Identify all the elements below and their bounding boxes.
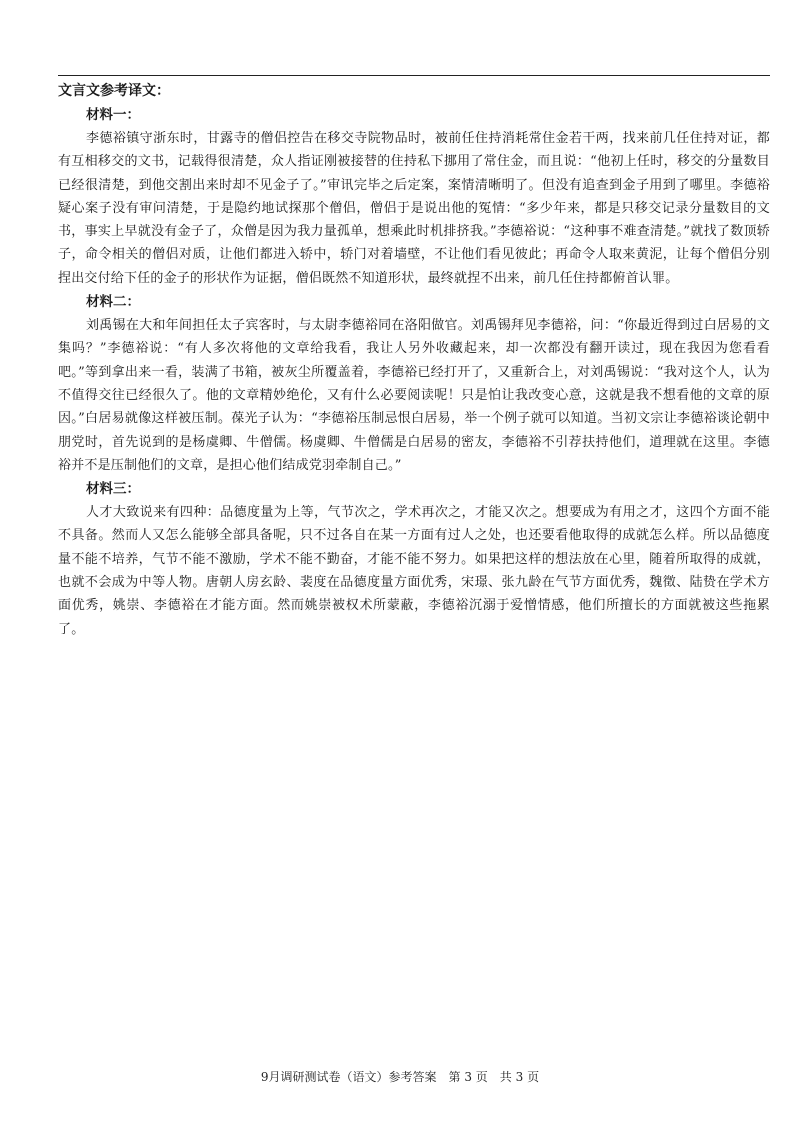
document-heading: 文言文参考译文： xyxy=(58,83,170,99)
section-text-1: 李德裕镇守浙东时，甘露寺的僧侣控告在移交寺院物品时，被前任住持消耗常住金若干两，找来前几任住持对证，都有互相移交的文书，记载得很清楚，众人指证刚被接替的住持私下挪用了常住金，而且说：“他初上任时，移交的分量数目已经很清楚，到他交割出来时却不见金子了。”审讯完毕之后定案，案情清晰明了。但没有追查到金子用到了哪里。李德裕疑心案子没有审问清楚，于是隐约地试探那个僧侣，僧侣于是说出他的冤情：“多少年来，都是只移交记录分量数目的文书，事实上早就没有金子了，众僧是因为我力量孤单，想乘此时机排挤我。”李德裕说：“这种事不难查清楚。”就找了数顶轿子，命令相关的僧侣对质，让他们都进入轿中，轿门对着墙壁，不让他们看见彼此；再命令人取来黄泥，让每个僧侣分别捏出交付给下任的金子的形状作为证据，僧侣既然不知道形状，最终就捏不出来，前几任住持都俯首认罪。 xyxy=(58,131,770,286)
top-rule xyxy=(58,75,770,76)
section-text-3: 人才大致说来有四种：品德度量为上等，气节次之，学术再次之，才能又次之。想要成为有用之才，这四个方面不能不具备。然而人又怎么能够全部具备呢，只不过各自在某一方面有过人之处，也还要看他取得的成就怎么样。所以品德度量不能不培养，气节不能不激励，学术不能不勤奋，才能不能不努力。如果把这样的想法放在心里，随着所取得的成就，也就不会成为中等人物。唐朝人房玄龄、裴度在品德度量方面优秀，宋璟、张九龄在气节方面优秀，魏徵、陆贽在学术方面优秀，姚崇、李德裕在才能方面。然而姚崇被权术所蒙蔽，李德裕沉溺于爱憎情感，他们所擅长的方面就被这些拖累了。 xyxy=(58,505,770,637)
document-body xyxy=(58,80,770,642)
page-footer: 9月调研测试卷（语文）参考答案 第 3 页 共 3 页 xyxy=(260,1070,540,1084)
section-title-2: 材料二： xyxy=(86,294,140,311)
section-text-2: 刘禹锡在大和年间担任太子宾客时，与太尉李德裕同在洛阳做官。刘禹锡拜见李德裕，问：“你最近得到过白居易的文集吗？”李德裕说：“有人多次将他的文章给我看，我让人另外收藏起来，却一次都没有翻开读过，现在我因为您看看吧。”等到拿出来一看，装满了书箱，被灰尘所覆盖着，李德裕已经打开了，又重新合上，对刘禹锡说：“我对这个人，认为不值得交往已经很久了。他的文章精妙绝伦，又有什么必要阅读呢！只是怕让我改变心意，这就是我不想看他的文章的原因。”白居易就像这样被压制。葆光子认为：“李德裕压制忌恨白居易，举一个例子就可以知道。当初文宗让李德裕谈论朝中朋党时，首先说到的是杨虞卿、牛僧儒。杨虞卿、牛僧儒是白居易的密友，李德裕不引荐扶持他们，道理就在这里。李德裕并不是压制他们的文章，是担心他们结成党羽牵制自己。” xyxy=(58,318,770,473)
section-title-1: 材料一： xyxy=(86,107,140,123)
section-title-3: 材料三： xyxy=(86,481,140,498)
